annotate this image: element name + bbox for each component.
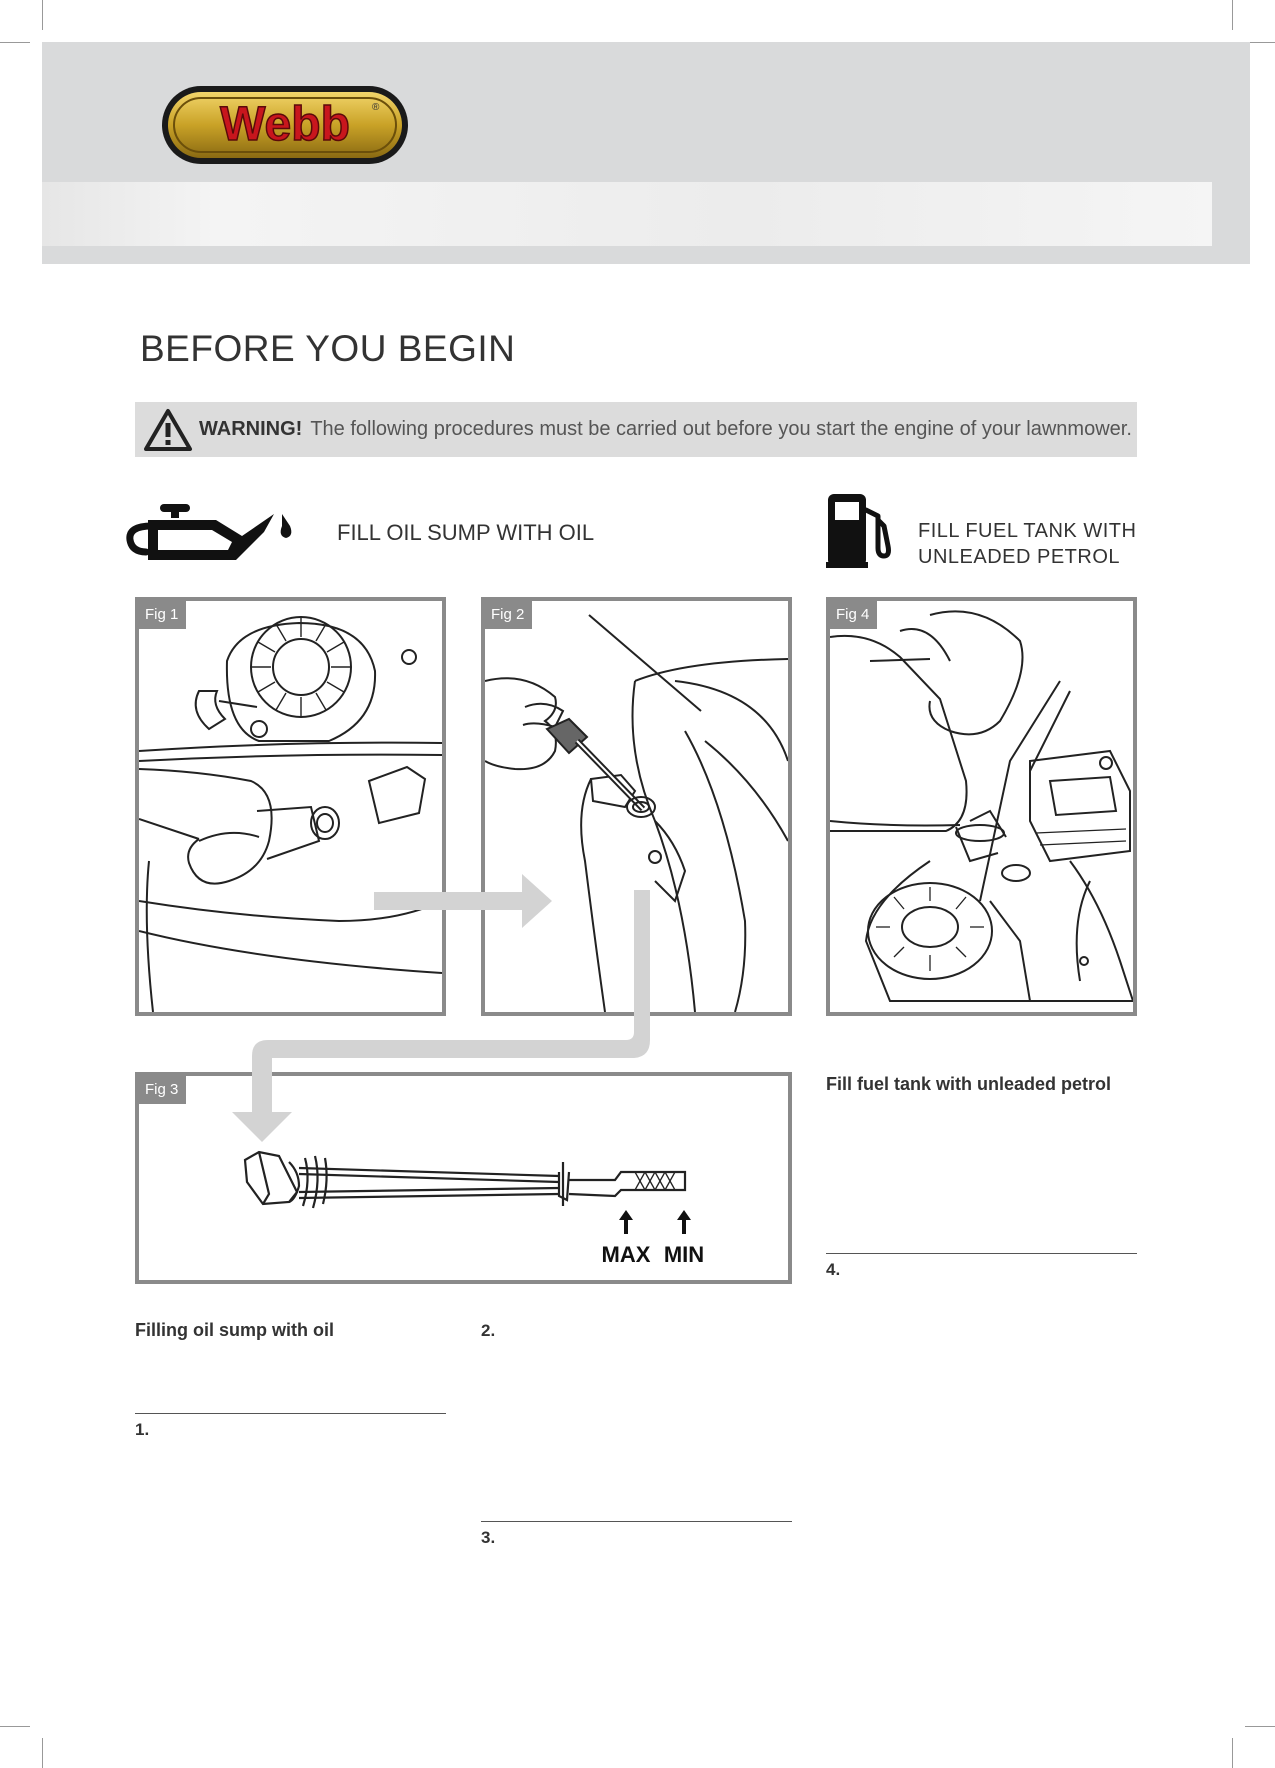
crop-mark [1232, 1738, 1233, 1768]
warning-label: WARNING! [199, 418, 303, 440]
min-label: MIN [663, 1242, 705, 1267]
step-2-number: 2. [481, 1321, 496, 1340]
figure-3-label: Fig 3 [139, 1076, 186, 1104]
crop-mark [0, 1726, 30, 1727]
crop-mark [1232, 0, 1233, 30]
registered-mark: ® [372, 102, 380, 113]
webb-logo [160, 84, 410, 166]
fuel-section-heading [918, 518, 1136, 570]
page-title: BEFORE YOU BEGIN [140, 328, 516, 369]
max-label: MAX [601, 1242, 651, 1267]
dipstick-insert-illustration [485, 601, 788, 1012]
figure-4-label: Fig 4 [830, 601, 877, 629]
min-arrow-icon [677, 1210, 691, 1234]
logo-text: Webb [220, 98, 350, 151]
oil-can-icon [124, 496, 304, 568]
figure-2 [481, 597, 792, 1016]
fuel-filling-illustration [830, 601, 1133, 1012]
max-arrow-icon [619, 1210, 633, 1234]
oil-section-heading: FILL OIL SUMP WITH OIL [337, 520, 595, 545]
warning-triangle-icon [143, 408, 193, 452]
fuel-heading-line1: FILL FUEL TANK WITH [918, 520, 1137, 542]
figure-1 [135, 597, 446, 1016]
figure-1-label: Fig 1 [139, 601, 186, 629]
crop-mark [42, 0, 43, 30]
crop-mark [0, 42, 30, 43]
step-3-number: 3. [481, 1528, 496, 1547]
oil-caption: Filling oil sump with oil [135, 1320, 334, 1340]
dipstick-level-illustration [139, 1076, 788, 1280]
fuel-caption: Fill fuel tank with unleaded petrol [826, 1074, 1112, 1094]
crop-mark [1245, 1726, 1275, 1727]
warning-text: The following procedures must be carried out before you start the engine of your lawnmower. [310, 418, 1132, 440]
divider [135, 1413, 446, 1414]
crop-mark [42, 1738, 43, 1768]
header-strip [42, 182, 1212, 246]
figure-4 [826, 597, 1137, 1016]
figure-2-label: Fig 2 [485, 601, 532, 629]
figure-3 [135, 1072, 792, 1284]
divider [826, 1253, 1137, 1254]
fuel-heading-line2: UNLEADED PETROL [918, 546, 1120, 568]
engine-oil-fill-illustration [139, 601, 442, 1012]
warning-bar [135, 402, 1137, 457]
step-1-number: 1. [135, 1420, 150, 1439]
divider [481, 1521, 792, 1522]
fuel-pump-icon [826, 490, 892, 570]
step-4-number: 4. [826, 1260, 841, 1279]
